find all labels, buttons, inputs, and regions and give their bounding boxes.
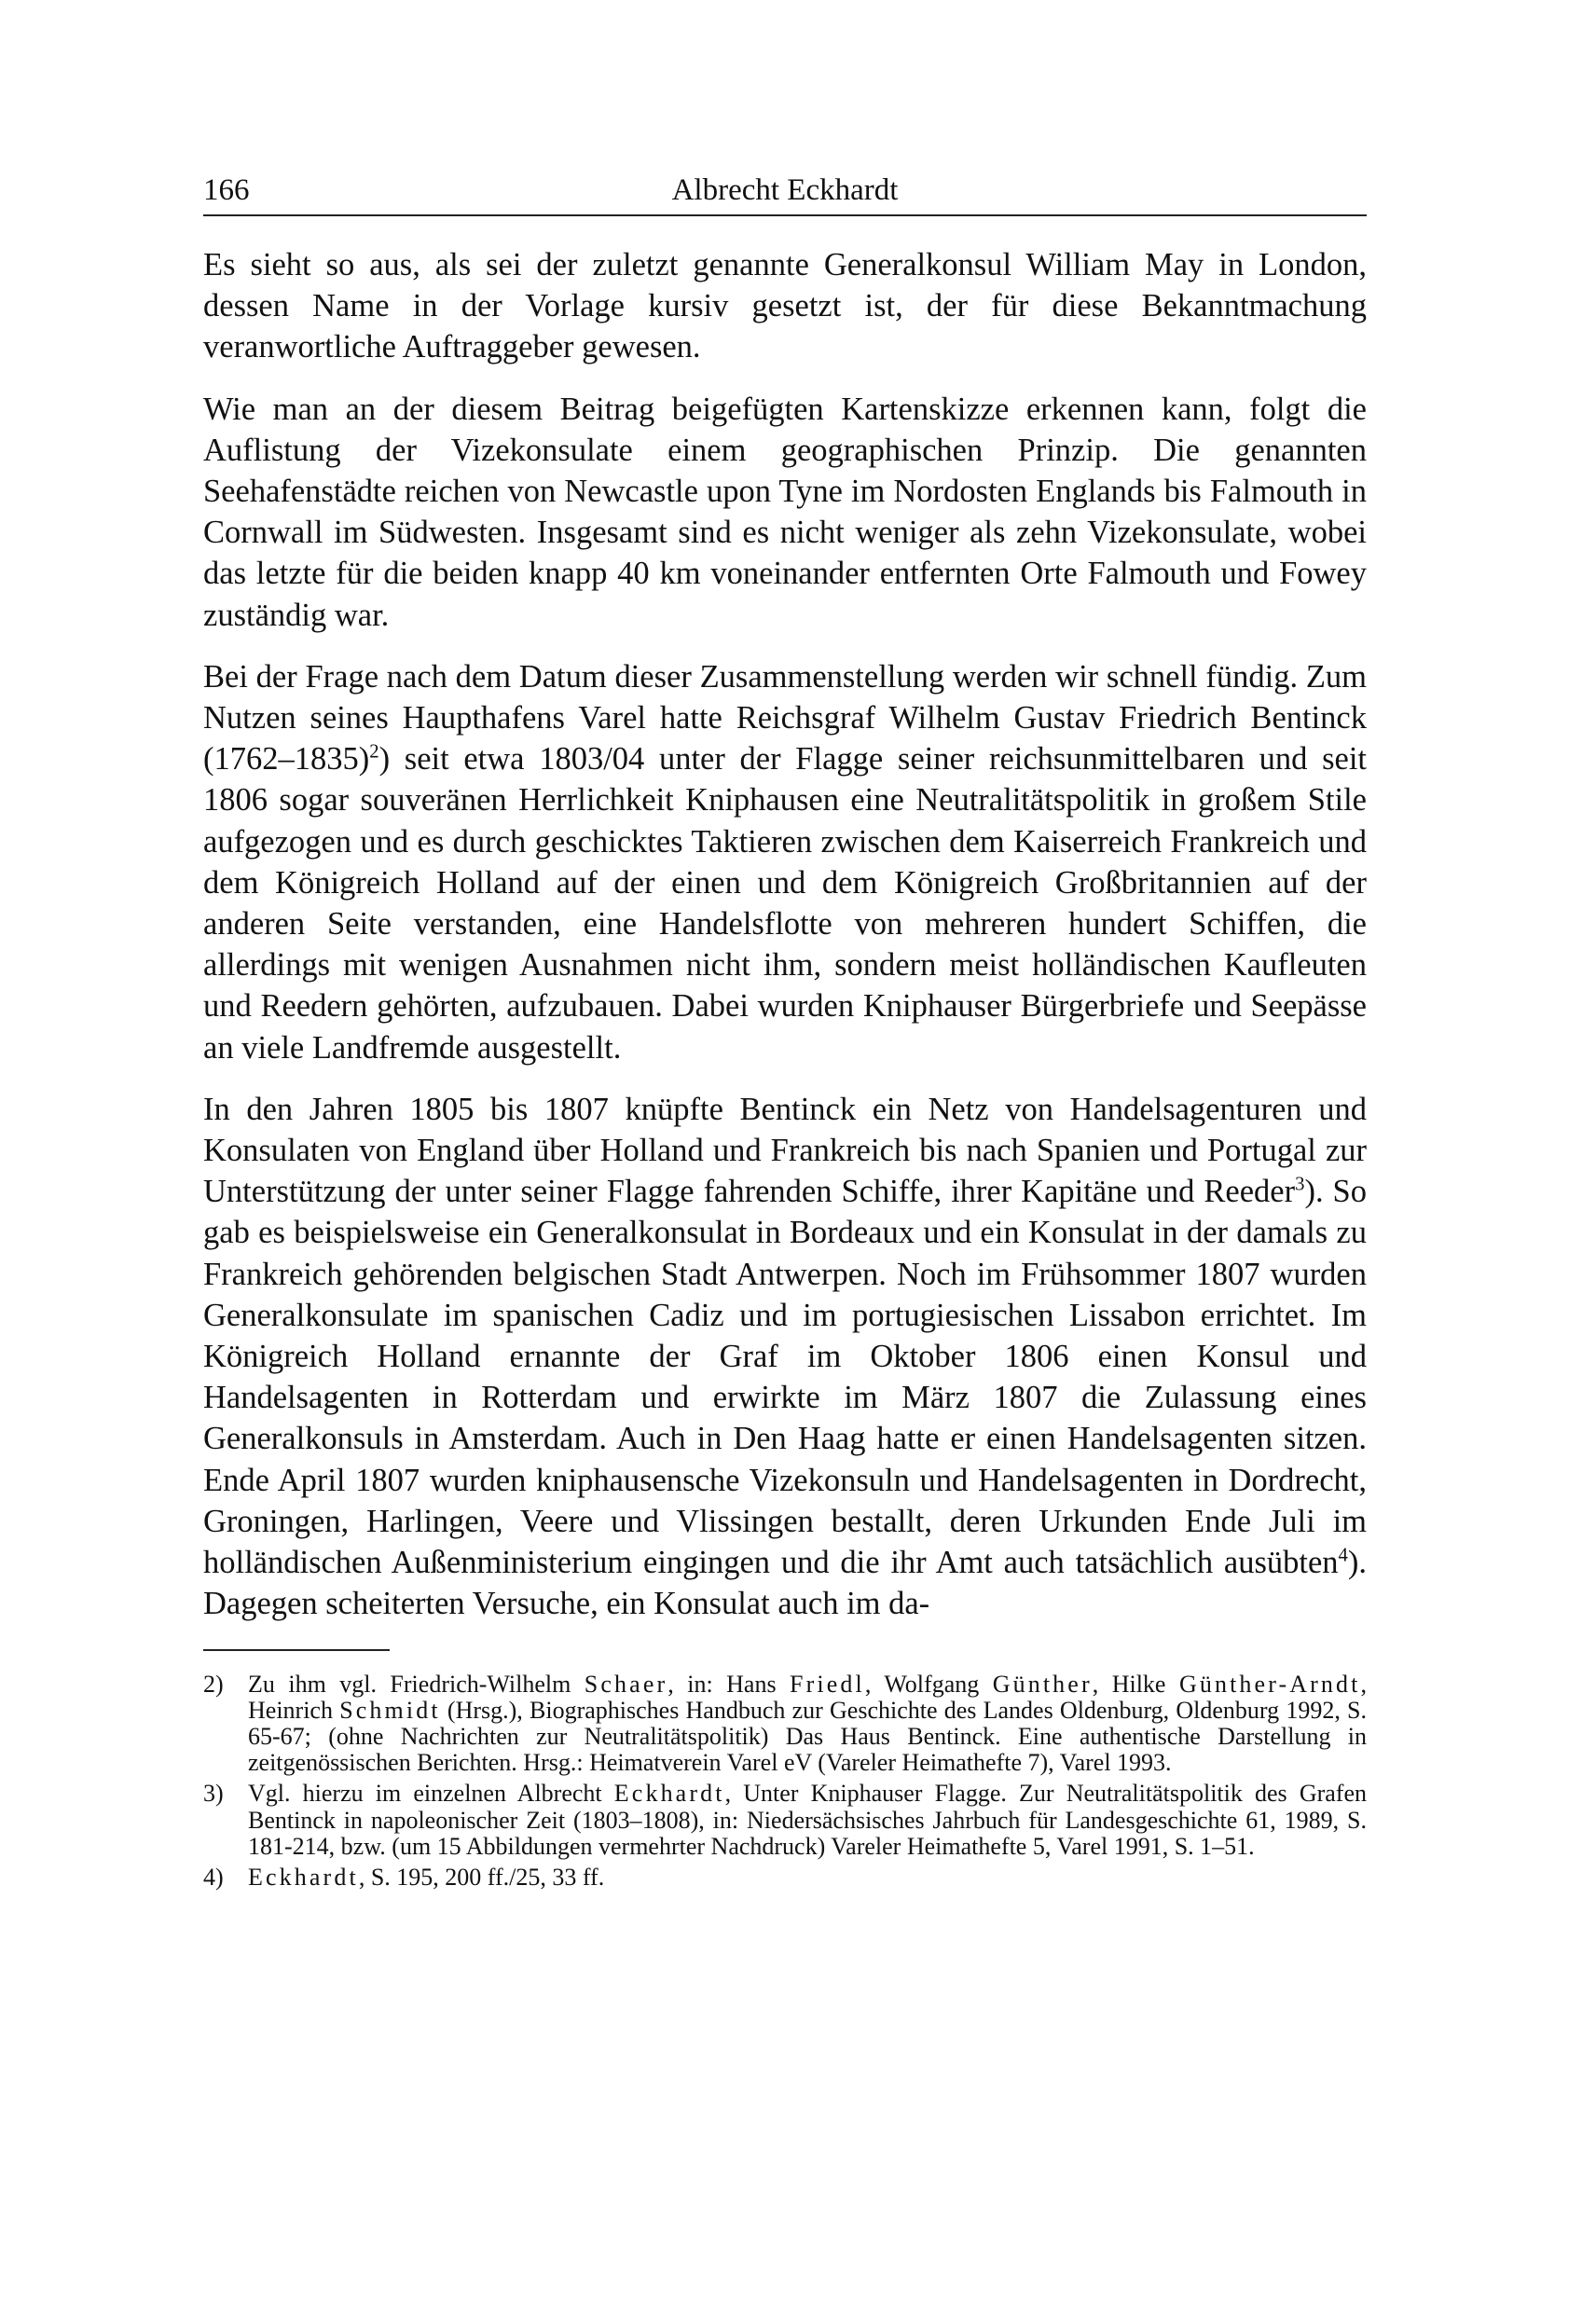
footnote-marker: 4)	[203, 1863, 224, 1891]
footnote-reference: 2	[369, 741, 379, 763]
page-number: 166	[203, 173, 250, 207]
page-header	[203, 166, 1367, 216]
footnote-reference: 4	[1338, 1545, 1348, 1566]
paragraph: Es sieht so aus, als sei der zuletzt genannte Generalkonsul William May in London, dessen Name in der Vorlage kursiv gesetzt ist, der für diese Bekanntmachung veranwortliche Auftraggeber gewesen.	[203, 247, 1367, 365]
author-name: Friedl	[790, 1670, 865, 1698]
footnote-marker: 2)	[203, 1670, 224, 1698]
author-name: Eckhardt	[248, 1863, 359, 1891]
paragraph-text: Bei der Frage nach dem Datum dieser Zusammenstellung werden wir schnell fündig. Zum Nutzen seines Haupthafens Varel hatte Reichsgraf Wilhelm Gustav Friedrich Bentinck (1762–1835)	[203, 658, 1367, 778]
paragraph-text: ) seit etwa 1803/04 unter der Flagge seiner reichsunmittelbaren und seit 1806 sogar souveränen Herrlichkeit Kniphausen eine Neutralitätspolitik in großem Stile aufgezogen und es durch geschicktes Taktieren zwischen dem Kaiserreich Frankreich und dem Königreich Holland auf der einen und dem Königreich Großbritannien auf der anderen Seite verstanden, eine Handelsflotte von mehreren hundert Schiffen, die allerdings mit wenigen Ausnahmen nicht ihm, sondern meist holländischen Kaufleuten und Reedern gehörten, aufzubauen. Dabei wurden Kniphauser Bürgerbriefe und Seepässe an viele Landfremde ausgestellt.	[203, 741, 1367, 1066]
footnote-divider	[203, 1649, 390, 1651]
footnote	[203, 1781, 1367, 1860]
paragraph-text: ). Dagegen scheiterten Versuche, ein Konsulat auch im da-	[203, 1545, 1367, 1622]
footnote-marker: 3)	[203, 1780, 224, 1808]
footnote-text: , Wolfgang	[864, 1670, 993, 1698]
footnote-text: , S. 195, 200 ff./25, 33 ff.	[358, 1863, 605, 1891]
footnote-text: Vgl. hierzu im einzelnen Albrecht	[248, 1780, 614, 1808]
footnote-text: , Hilke	[1092, 1670, 1179, 1698]
author-name: Schaer	[584, 1670, 668, 1698]
paragraph	[203, 656, 1367, 1068]
paragraph-text: In den Jahren 1805 bis 1807 knüpfte Bentinck ein Netz von Handelsagenturen und Konsulaten von England über Holland und Frankreich bis nach Spanien und Portugal zur Unterstützung der unter seiner Flagge fahrenden Schiffe, ihrer Kapitäne und Reeder	[203, 1091, 1367, 1210]
author-name: Schmidt	[339, 1696, 441, 1724]
footnote-text: (Hrsg.), Biographisches Handbuch zur Geschichte des Landes Oldenburg, Oldenburg 1992, S. 65-67; (ohne Nachrichten zur Neutralitätspolitik) Das Haus Bentinck. Eine authentische Darstellung in zeitgenössischen Berichten. Hrsg.: Heimatverein Varel eV (Vareler Heimathefte 7), Varel 1993.	[248, 1696, 1367, 1777]
footnote	[203, 1865, 1367, 1891]
running-head: Albrecht Eckhardt	[671, 173, 899, 207]
paragraph-text: ). So gab es beispielsweise ein Generalkonsulat in Bordeaux und ein Konsulat in der damals zu Frankreich gehörenden belgischen Stadt Antwerpen. Noch im Frühsommer 1807 wurden Generalkonsulate im spanischen Cadiz und im portugiesischen Lissabon errichtet. Im Königreich Holland ernannte der Graf im Oktober 1806 einen Konsul und Handelsagenten in Rotterdam und erwirkte im März 1807 die Zulassung eines Generalkonsuls in Amsterdam. Auch in Den Haag hatte er einen Handelsagenten sitzen. Ende April 1807 wurden kniphausensche Vizekonsuln und Handelsagenten in Dordrecht, Groningen, Harlingen, Veere und Vlissingen bestallt, deren Urkunden Ende Juli im holländischen Außenministerium eingingen und die ihr Amt auch tatsächlich ausübten	[203, 1174, 1367, 1581]
author-name: Eckhardt	[613, 1780, 725, 1808]
page	[203, 166, 1367, 1895]
footnote-text: , Heinrich	[248, 1670, 1367, 1724]
footnote-text: Zu ihm vgl. Friedrich-Wilhelm	[248, 1670, 585, 1698]
footnote-text: , Unter Kniphauser Flagge. Zur Neutralitätspolitik des Grafen Bentinck in napoleonischer Zeit (1803–1808), in: Niedersächsisches Jahrbuch für Landesgeschichte 61, 1989, S. 181-214, bzw. (um 15 Abbildungen vermehrter Nachdruck) Vareler Heimathefte 5, Varel 1991, S. 1–51.	[248, 1780, 1367, 1860]
paragraph: Wie man an der diesem Beitrag beigefügten Kartenskizze erkennen kann, folgt die Auflistung der Vizekonsulate einem geographischen Prinzip. Die genannten Seehafenstädte reichen von Newcastle upon Tyne im Nordosten Englands bis Falmouth in Cornwall im Südwesten. Insgesamt sind es nicht weniger als zehn Vizekonsulate, wobei das letzte für die beiden knapp 40 km voneinander entfernten Orte Falmouth und Fowey zuständig war.	[203, 391, 1367, 633]
author-name: Günther	[992, 1670, 1093, 1698]
paragraph	[203, 1089, 1367, 1625]
footnotes	[203, 1672, 1367, 1892]
body-text	[203, 244, 1367, 1625]
footnote	[203, 1672, 1367, 1777]
author-name: Günther-Arndt	[1178, 1670, 1361, 1698]
footnote-reference: 3	[1295, 1174, 1305, 1195]
footnote-text: , in: Hans	[667, 1670, 791, 1698]
